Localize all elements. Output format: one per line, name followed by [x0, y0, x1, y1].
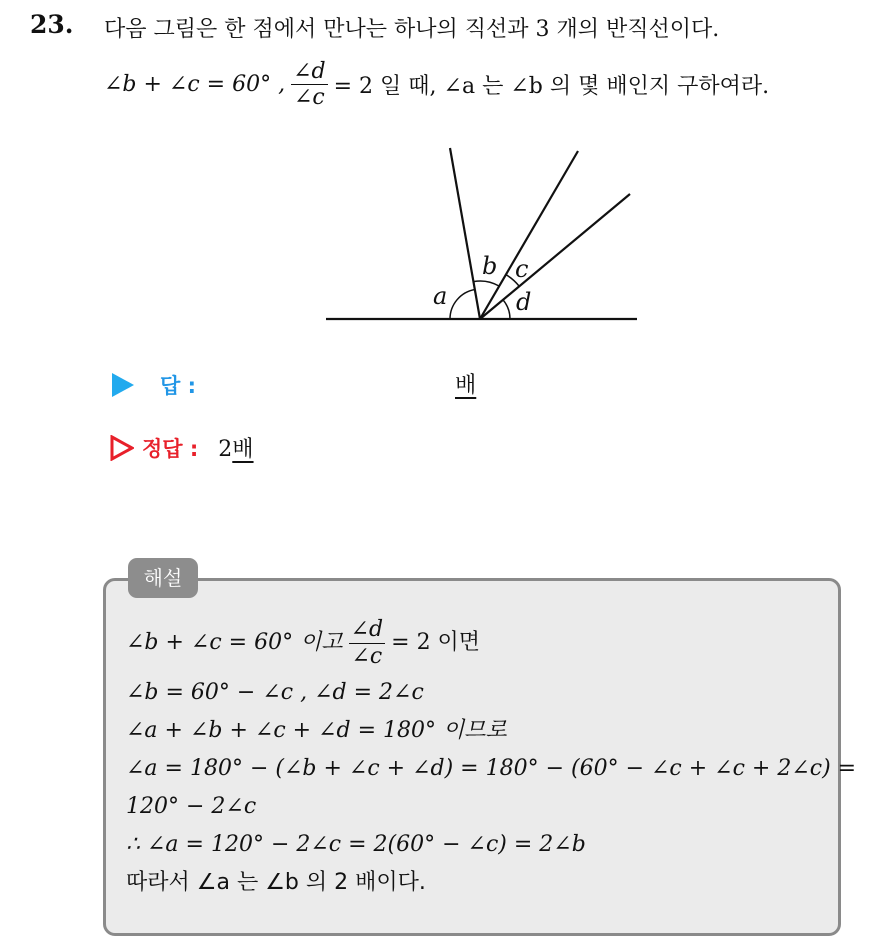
solution-content [126, 612, 856, 902]
question-condition-1: ∠b + ∠c = 60° , [104, 72, 286, 98]
solution-fraction [349, 618, 386, 667]
question-number: 23. [30, 10, 74, 39]
solution-fraction-denominator: ∠c [351, 643, 383, 669]
solution-line-5: 120° − 2∠c [126, 794, 257, 819]
correct-answer-row [110, 432, 254, 463]
solution-line-4: ∠a = 180° − (∠b + ∠c + ∠d) = 180° − (60° − ∠c + ∠c + 2∠c) = [126, 756, 857, 781]
solution-line-1-pre: ∠b + ∠c = 60° 이고 [126, 630, 343, 655]
solution-line-7: 따라서 ∠a 는 ∠b 의 2 배이다. [126, 870, 426, 895]
play-outline-icon [110, 435, 134, 461]
fraction-denominator: ∠c [293, 85, 325, 111]
play-icon [112, 373, 134, 397]
arc-b [473, 281, 499, 286]
solution-tag: 해설 [128, 558, 198, 598]
question-condition-2: = 2 일 때, ∠a 는 ∠b 의 몇 배인지 구하여라. [333, 74, 770, 100]
answer-blank-unit: 배 [455, 373, 477, 398]
solution-line-3: ∠a + ∠b + ∠c + ∠d = 180° 이므로 [126, 718, 507, 743]
solution-fraction-numerator: ∠d [350, 617, 384, 643]
solution-line-1 [126, 612, 856, 674]
label-a: a [433, 282, 448, 310]
label-b: b [482, 252, 498, 280]
question-fraction [291, 60, 328, 109]
question-text-line1: 다음 그림은 한 점에서 만나는 하나의 직선과 3 개의 반직선이다. [104, 17, 720, 42]
question-text-line2 [104, 60, 769, 109]
solution-line-1-post: = 2 이면 [391, 630, 481, 655]
answer-row [112, 370, 196, 400]
arc-a [450, 290, 475, 320]
label-c: c [515, 255, 529, 283]
correct-answer-unit: 배 [232, 437, 254, 462]
solution-line-2: ∠b = 60° − ∠c , ∠d = 2∠c [126, 680, 424, 705]
fraction-numerator: ∠d [293, 59, 326, 84]
answer-label: 답 : [160, 374, 196, 398]
label-d: d [516, 288, 532, 316]
solution-line-6: ∴ ∠a = 120° − 2∠c = 2(60° − ∠c) = 2∠b [126, 832, 586, 857]
correct-answer-value [218, 432, 253, 463]
correct-answer-number: 2 [218, 437, 233, 462]
arc-d [503, 300, 510, 319]
correct-answer-label: 정답 : [142, 436, 199, 461]
angle-figure [320, 140, 650, 330]
